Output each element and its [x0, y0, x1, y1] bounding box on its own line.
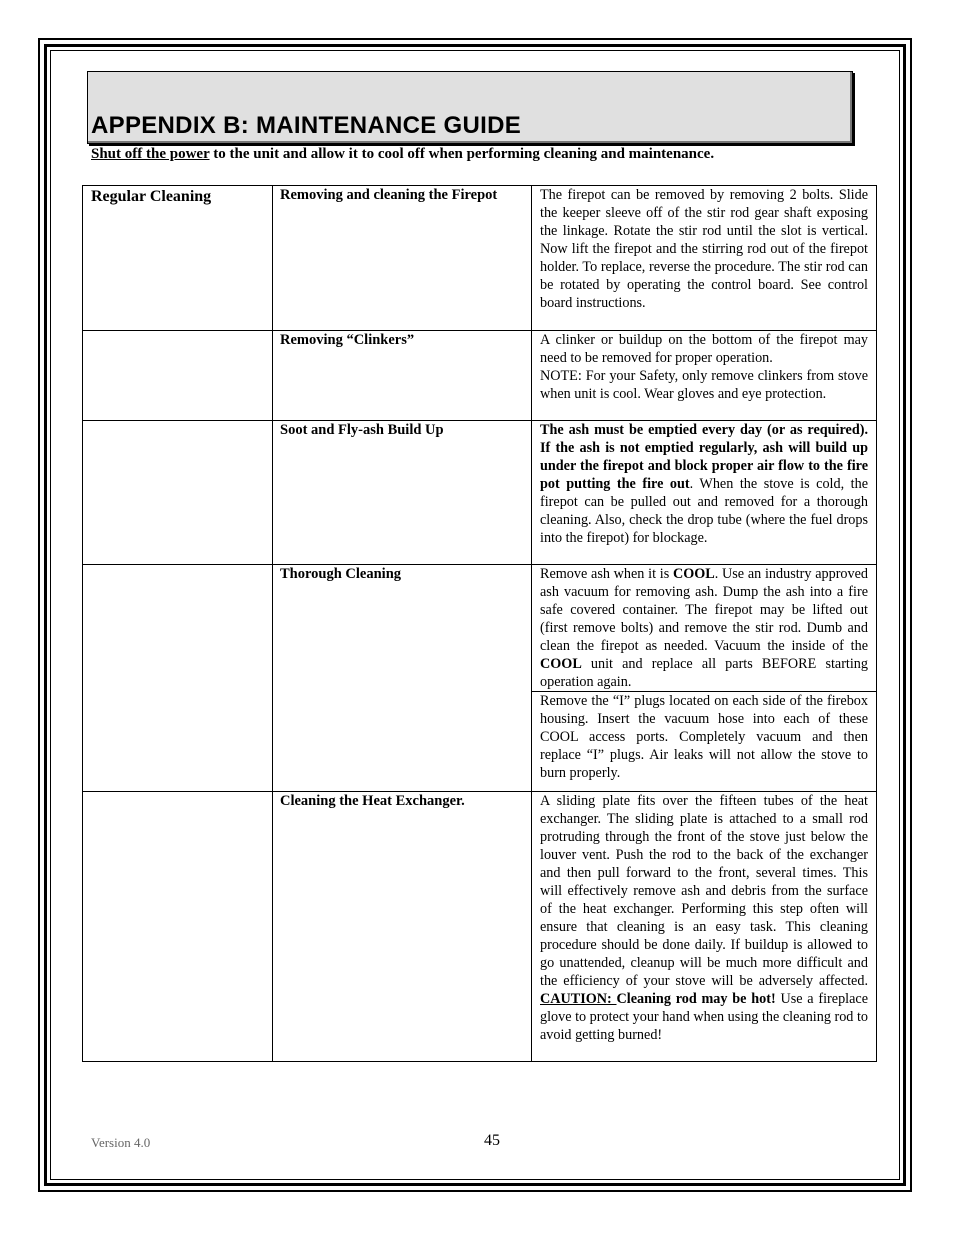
- text-span: . Use an industry approved ash vacuum for removing ash. Dump the ash into a fire safe covered container. The firepot may be lifted out (first remove bolts) and remove the stir rod. Dumb and clean the firepot as needed. Vacuum the inside of the: [540, 566, 868, 654]
- task-description: A clinker or buildup on the bottom of the firepot may need to be removed for proper operation.: [540, 332, 868, 366]
- task-cell: [273, 792, 532, 1062]
- description-cell: [532, 186, 877, 331]
- cool-emphasis: COOL: [672, 566, 715, 582]
- task-description: [532, 421, 876, 547]
- task-label: Soot and Fly-ash Build Up: [280, 422, 444, 438]
- description-cell: [532, 331, 877, 421]
- ash-text: . When the stove is cold, the firepot can be pulled out and removed for a thorough cleaning. Also, check the drop tube (where the fuel drops into the firepot) for blockage.: [540, 476, 868, 546]
- plug-instructions: Remove the “I” plugs located on each side of the firebox housing. Insert the vacuum hose into each of these COOL access ports. Completely vacuum and then replace “I” plugs. Air leaks will not allow the stove to burn properly.: [540, 693, 868, 781]
- task-cell: [273, 331, 532, 421]
- category-cell: [83, 186, 273, 331]
- task-label: Removing and cleaning the Firepot: [280, 187, 498, 203]
- text-span: A sliding plate fits over the fifteen tubes of the heat exchanger. The sliding plate is attached to a small rod protruding through the front of the stove just below the louver vent. Push the rod to the back of the exchanger and then pull forward to the front, several times. This will effectively remove ash and debris from the surface of the heat exchanger. Performing this step often will ensure that cleaning is an easy task. This cleaning procedure should be done daily. If buildup is allowed to go unattended, cleanup will be much more difficult and the efficiency of your stove will be adversely affected.: [540, 793, 868, 989]
- category-cell: [83, 792, 273, 1062]
- caution-text: Use a fireplace glove to protect your hand when using the cleaning rod to avoid getting burned!: [540, 991, 869, 1043]
- table-row: [83, 331, 877, 421]
- task-cell: [273, 421, 532, 565]
- intro-warning: [91, 146, 714, 163]
- task-cell: [273, 186, 532, 331]
- table-row: [83, 421, 877, 565]
- task-label: Removing “Clinkers”: [280, 332, 415, 348]
- cool-emphasis: COOL: [540, 656, 582, 672]
- category-cell: [83, 331, 273, 421]
- text-span: unit and replace all parts BEFORE starting operation again.: [540, 656, 868, 690]
- safety-note: NOTE: For your Safety, only remove clinkers from stove when unit is cool. Wear gloves and eye protection.: [540, 368, 868, 402]
- task-description: [532, 565, 876, 691]
- task-label: Thorough Cleaning: [280, 566, 402, 582]
- task-cell: [273, 565, 532, 792]
- maintenance-table: [82, 185, 877, 1062]
- table-row: [83, 565, 877, 692]
- category-label: Regular Cleaning: [91, 188, 212, 205]
- description-cell: [532, 421, 877, 565]
- caution-label: CAUTION:: [540, 991, 617, 1007]
- ash-warning: The ash must be emptied every day (or as required). If the ash is not emptied regularly, ash will build up under the firepot and block proper air flow to the fire pot putting the fire out: [540, 422, 868, 492]
- version-label: Version 4.0: [91, 1135, 151, 1150]
- table-row: [83, 186, 877, 331]
- description-cell: [532, 692, 877, 792]
- intro-lead: Shut off the power: [91, 146, 210, 162]
- task-label: Cleaning the Heat Exchanger.: [280, 793, 465, 809]
- task-description: [532, 792, 876, 1044]
- category-cell: [83, 565, 273, 792]
- task-description: The firepot can be removed by removing 2 bolts. Slide the keeper sleeve off of the stir rod gear shaft exposing the linkage. Rotate the stir rod until the slot is vertical. Now lift the firepot and the stirring rod out of the firepot holder. To replace, reverse the procedure. The stir rod can be rotated by operating the control board. See control board instructions.: [540, 187, 868, 311]
- title-box: [87, 71, 853, 144]
- text-span: Remove ash when it is: [540, 566, 673, 582]
- description-cell: [532, 792, 877, 1062]
- category-cell: [83, 421, 273, 565]
- page-number: 45: [484, 1132, 500, 1149]
- table-row: [83, 792, 877, 1062]
- intro-rest: to the unit and allow it to cool off when performing cleaning and maintenance.: [209, 146, 715, 162]
- page-title: APPENDIX B: MAINTENANCE GUIDE: [91, 112, 522, 139]
- description-cell: [532, 565, 877, 692]
- caution-warning: Cleaning rod may be hot!: [616, 991, 776, 1007]
